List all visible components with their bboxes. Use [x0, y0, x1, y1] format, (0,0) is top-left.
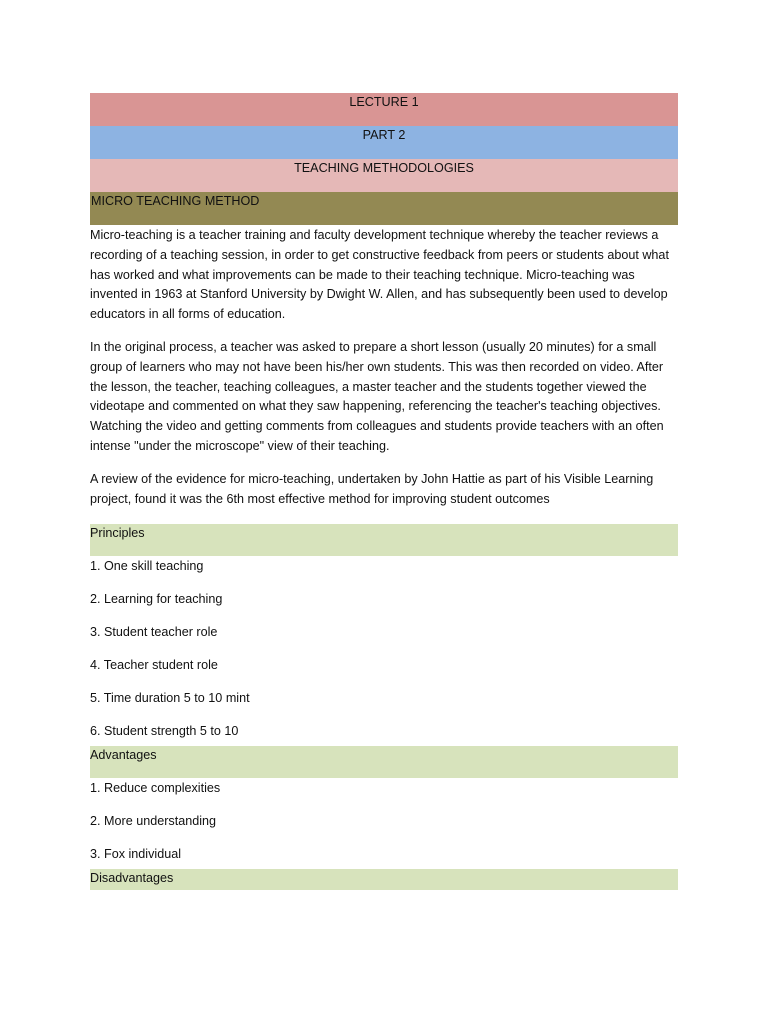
list-item-text: 6. Student strength 5 to 10: [90, 724, 239, 739]
list-item: [90, 589, 678, 622]
list-item-text: 3. Fox individual: [90, 847, 182, 862]
principles-list: [90, 556, 678, 754]
list-item-text: 5. Time duration 5 to 10 mint: [90, 691, 250, 706]
document-title: [90, 159, 678, 192]
principles-heading-text: Principles: [90, 526, 145, 541]
principles-heading: [90, 524, 678, 556]
list-item: [90, 811, 678, 844]
advantages-heading-text: Advantages: [90, 748, 157, 763]
list-item: [90, 556, 678, 589]
list-item-text: 2. Learning for teaching: [90, 592, 223, 607]
section-title: MICRO TEACHING METHOD: [91, 194, 260, 209]
list-item-text: 3. Student teacher role: [90, 625, 218, 640]
disadvantages-heading-text: Disadvantages: [90, 871, 174, 886]
list-item-text: 1. One skill teaching: [90, 559, 204, 574]
document-page: [90, 93, 678, 890]
list-item-text: 2. More understanding: [90, 814, 217, 829]
paragraph-process: In the original process, a teacher was asked to prepare a short lesson (usually 20 minutes) for a small group of learners who may not have been his/her own students. This was then recorded on video. After the lesson, the teacher, teaching colleagues, a master teacher and the students together viewed the videotape and commented on what they saw happening, referencing the teacher's teaching objectives. Watching the video and getting comments from colleagues and students provide teachers with an often intense "under the microscope" view of their teaching.: [90, 339, 664, 453]
advantages-heading: [90, 746, 678, 778]
lecture-header: [90, 93, 678, 126]
paragraph-evidence: A review of the evidence for micro-teaching, undertaken by John Hattie as part of his Visible Learning project, found it was the 6th most effective method for improving student outcomes: [90, 471, 654, 506]
list-item-text: 1. Reduce complexities: [90, 781, 221, 796]
list-item: [90, 778, 678, 811]
document-title-text: TEACHING METHODOLOGIES: [294, 161, 474, 176]
part-label: PART 2: [362, 128, 406, 143]
list-item-text: 4. Teacher student role: [90, 658, 218, 673]
section-title-bar: [90, 192, 678, 225]
paragraph-definition: Micro-teaching is a teacher training and faculty development technique whereby the teacher reviews a recording of a teaching session, in order to get constructive feedback from peers or students about what has worked and what improvements can be made to their teaching technique. Micro-teaching was invented in 1963 at Stanford University by Dwight W. Allen, and has subsequently been used to develop educators in all forms of education.: [90, 228, 669, 322]
lecture-label: LECTURE 1: [349, 95, 419, 110]
advantages-list: [90, 778, 678, 877]
list-item: [90, 655, 678, 688]
list-item: [90, 622, 678, 655]
disadvantages-heading: [90, 869, 678, 890]
part-header: [90, 126, 678, 159]
list-item: [90, 688, 678, 721]
